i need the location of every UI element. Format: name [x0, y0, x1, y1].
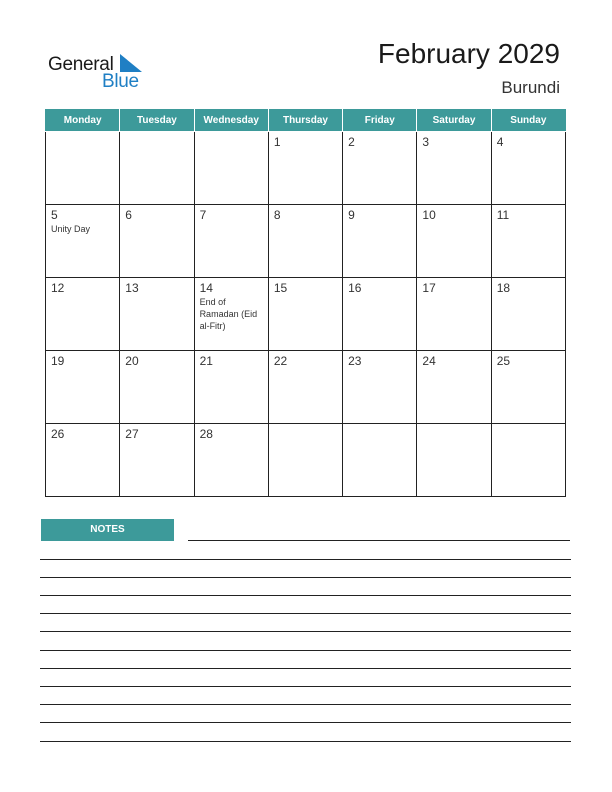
day-cell: [343, 132, 417, 205]
day-cell: [268, 205, 342, 278]
day-number: [120, 132, 193, 135]
day-cell: [268, 132, 342, 205]
day-cell: [46, 132, 120, 205]
weekday-header: Monday: [46, 109, 120, 132]
day-number: 18: [496, 281, 511, 295]
notes-line: [40, 686, 571, 687]
day-number: [46, 132, 119, 135]
day-number: 2: [348, 135, 355, 149]
day-cell: [417, 205, 491, 278]
day-cell: [46, 278, 120, 351]
day-cell: [417, 351, 491, 424]
notes-line: [40, 650, 571, 651]
week-row: [46, 132, 566, 205]
day-cell: [343, 205, 417, 278]
notes-line: [40, 631, 571, 632]
day-number: 21: [199, 354, 213, 368]
week-row: [46, 205, 566, 278]
notes-header: NOTES: [41, 519, 174, 541]
day-number: 12: [51, 281, 65, 295]
day-cell: [268, 351, 342, 424]
day-number: 10: [422, 208, 436, 222]
day-number: 22: [273, 354, 288, 368]
weekday-header: Wednesday: [194, 109, 268, 132]
day-cell: [120, 278, 194, 351]
calendar-grid: [45, 109, 566, 497]
day-number: [417, 424, 490, 427]
day-cell: [491, 351, 565, 424]
country-name: Burundi: [501, 78, 560, 97]
day-cell: [120, 132, 194, 205]
week-row: [46, 278, 566, 351]
day-cell: [194, 132, 268, 205]
day-number: 24: [422, 354, 436, 368]
notes-line: [40, 722, 571, 723]
weekday-header: Tuesday: [120, 109, 194, 132]
day-number: 14: [199, 281, 213, 295]
day-cell: [343, 351, 417, 424]
day-cell: [491, 278, 565, 351]
notes-line: [40, 577, 571, 578]
weekday-header-row: [46, 109, 566, 132]
day-cell: [120, 205, 194, 278]
notes-line: [40, 595, 571, 596]
week-row: [46, 351, 566, 424]
day-number: 20: [125, 354, 139, 368]
day-number: 27: [125, 427, 139, 441]
weekday-header: Thursday: [268, 109, 342, 132]
week-row: [46, 424, 566, 497]
day-cell: [194, 351, 268, 424]
holiday-label: End of Ramadan (Eid al-Fitr): [199, 297, 258, 331]
notes-line: [40, 559, 571, 560]
day-number: 9: [348, 208, 355, 222]
day-cell: [46, 205, 120, 278]
day-cell: [268, 424, 342, 497]
day-number: 15: [273, 281, 288, 295]
notes-line: [188, 540, 570, 541]
logo-triangle-icon: [120, 54, 142, 72]
day-number: 28: [199, 427, 213, 441]
weekday-header: Saturday: [417, 109, 491, 132]
day-cell: [491, 132, 565, 205]
day-cell: [268, 278, 342, 351]
day-number: 23: [348, 354, 362, 368]
day-cell: [417, 424, 491, 497]
day-number: 7: [199, 208, 207, 222]
day-cell: [491, 424, 565, 497]
notes-line: [40, 704, 571, 705]
day-cell: [343, 278, 417, 351]
day-number: 19: [51, 354, 65, 368]
day-cell: [491, 205, 565, 278]
day-number: 16: [348, 281, 362, 295]
day-number: 13: [125, 281, 139, 295]
day-cell: [417, 132, 491, 205]
holiday-label: Unity Day: [51, 224, 91, 234]
notes-line: [40, 741, 571, 742]
day-cell: [343, 424, 417, 497]
page-title: February 2029: [377, 38, 560, 69]
day-cell: [120, 424, 194, 497]
day-number: 8: [273, 208, 281, 222]
day-number: 25: [496, 354, 511, 368]
brand-logo: [48, 52, 148, 92]
day-number: 11: [496, 208, 510, 222]
brand-name-general: General: [48, 54, 114, 75]
day-number: 17: [422, 281, 436, 295]
weekday-header: Friday: [343, 109, 417, 132]
day-number: 6: [125, 208, 132, 222]
day-number: [343, 424, 416, 427]
day-cell: [417, 278, 491, 351]
day-number: 3: [422, 135, 430, 149]
day-number: [195, 132, 268, 135]
day-cell: [46, 424, 120, 497]
day-number: 1: [273, 135, 281, 149]
day-cell: [194, 278, 268, 351]
day-number: [269, 424, 342, 427]
day-number: 4: [496, 135, 504, 149]
day-number: 5: [51, 208, 58, 222]
day-cell: [194, 205, 268, 278]
day-number: [492, 424, 565, 427]
day-cell: [46, 351, 120, 424]
weekday-header: Sunday: [491, 109, 565, 132]
day-number: 26: [51, 427, 65, 441]
brand-name-blue: Blue: [102, 71, 139, 92]
day-cell: [120, 351, 194, 424]
notes-line: [40, 668, 571, 669]
notes-line: [40, 613, 571, 614]
day-cell: [194, 424, 268, 497]
